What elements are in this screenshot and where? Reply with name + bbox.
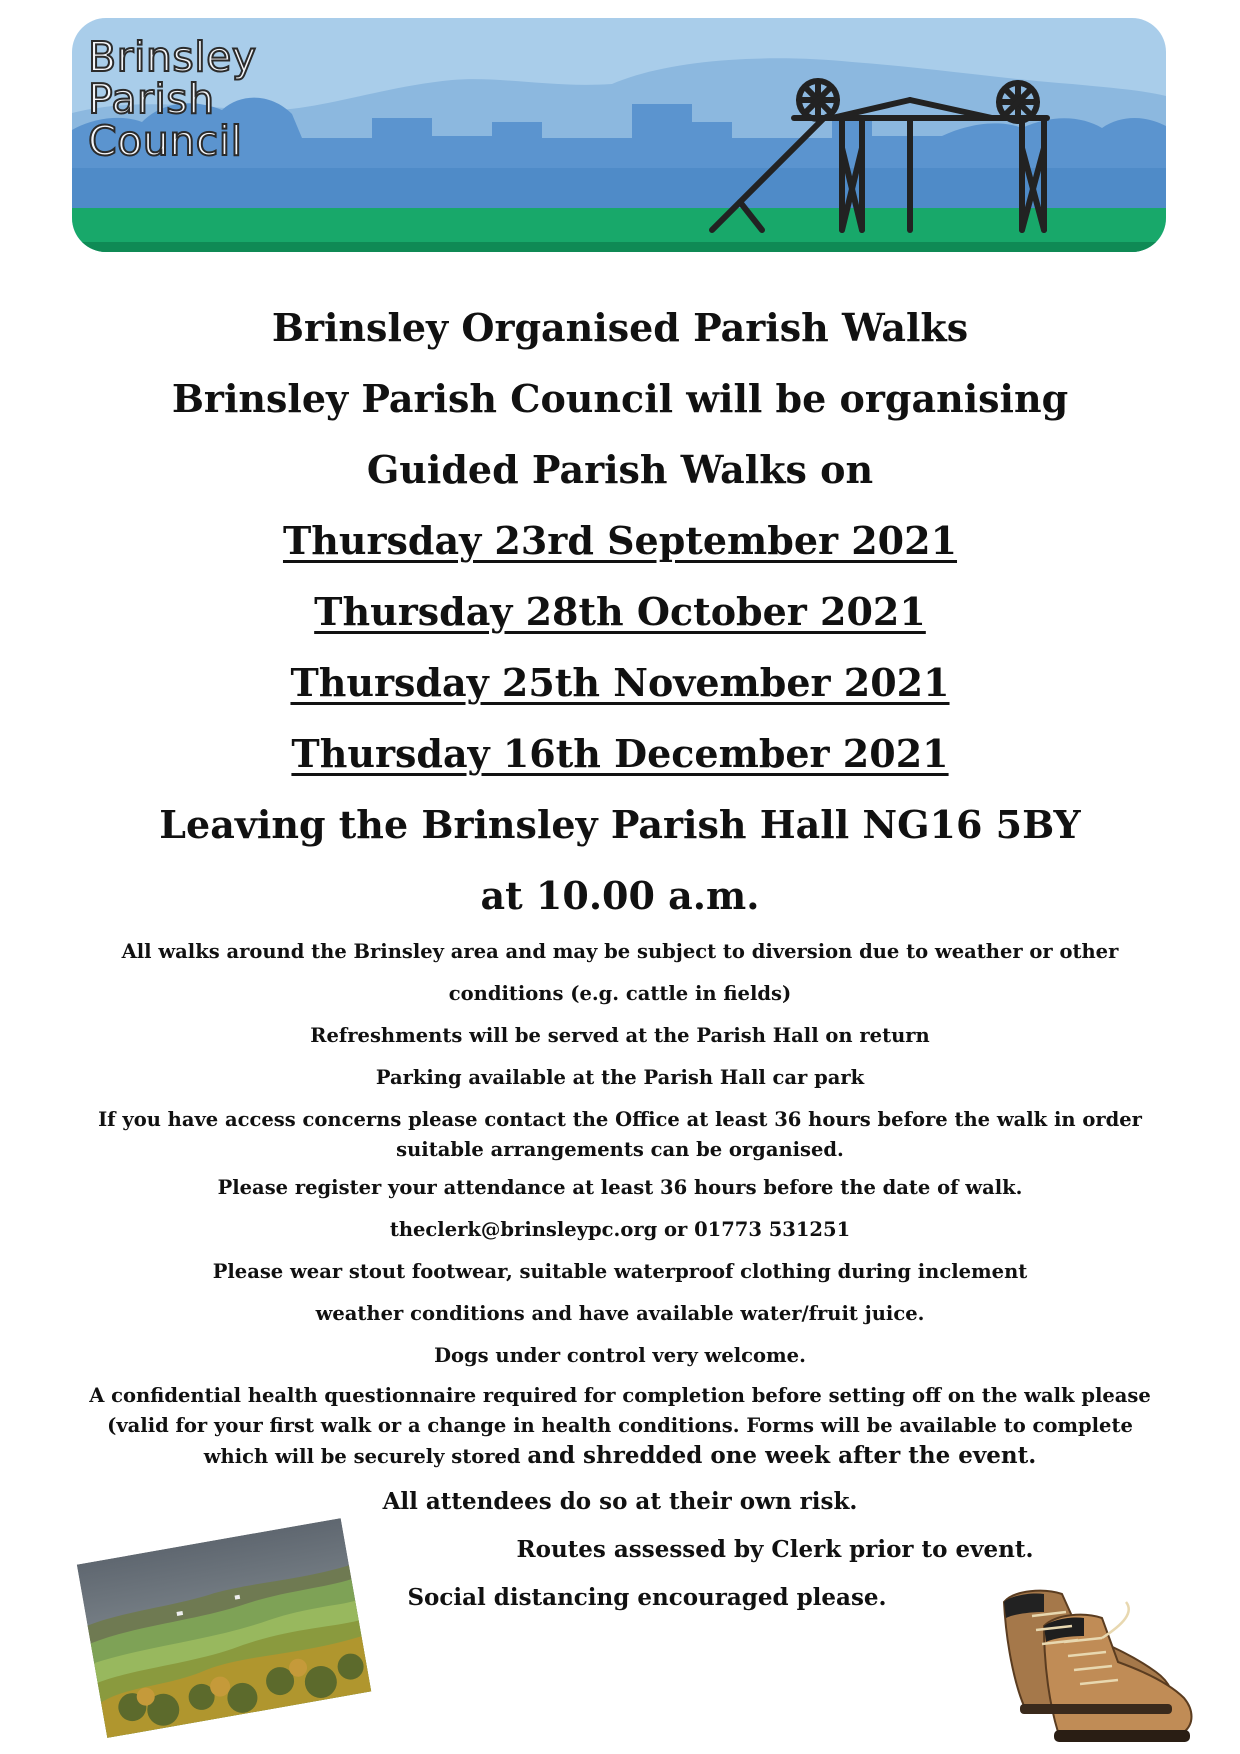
health-note-line-2: (valid for your first walk or a change in health conditions. Forms will be available to complete	[107, 1414, 1133, 1437]
logo-line-1: Brinsley	[88, 33, 257, 81]
poster-content	[0, 292, 1240, 1622]
routes-note: Routes assessed by Clerk prior to event.	[516, 1536, 1034, 1563]
departure-location: Leaving the Brinsley Parish Hall NG16 5BY	[159, 802, 1081, 847]
intro-line-1: Brinsley Parish Council will be organising	[171, 376, 1069, 421]
logo-line-3: Council	[88, 117, 243, 165]
walk-date: Thursday 23rd September 2021	[282, 518, 958, 563]
health-note-line-3	[0, 1441, 1240, 1472]
risk-note: All attendees do so at their own risk.	[382, 1488, 858, 1515]
departure-time: at 10.00 a.m.	[480, 873, 760, 918]
walk-date: Thursday 28th October 2021	[314, 589, 926, 634]
access-note-line-2: suitable arrangements can be organised.	[396, 1138, 844, 1161]
parking-note: Parking available at the Parish Hall car park	[375, 1066, 865, 1089]
contact-details: theclerk@brinsleypc.org or 01773 531251	[389, 1218, 851, 1241]
health-note-line-3a: which will be securely stored	[203, 1445, 528, 1468]
dogs-note: Dogs under control very welcome.	[434, 1344, 806, 1367]
poster-title: Brinsley Organised Parish Walks	[271, 305, 969, 350]
health-note-line-3b: and shredded one week after the event.	[527, 1442, 1037, 1469]
health-note-line-1: A confidential health questionnaire required for completion before setting off on the walk please	[89, 1384, 1151, 1407]
intro-line-2: Guided Parish Walks on	[366, 447, 874, 492]
distancing-note: Social distancing encouraged please.	[407, 1584, 887, 1611]
walk-date: Thursday 25th November 2021	[290, 660, 950, 705]
register-note: Please register your attendance at least 36 hours before the date of walk.	[217, 1176, 1023, 1199]
walks-note-line-1: All walks around the Brinsley area and may be subject to diversion due to weather or other	[121, 940, 1119, 963]
footwear-note-line-1: Please wear stout footwear, suitable waterproof clothing during inclement	[212, 1260, 1028, 1283]
refreshments-note: Refreshments will be served at the Parish Hall on return	[310, 1024, 930, 1047]
walk-date: Thursday 16th December 2021	[291, 731, 949, 776]
walking-boots-photo-icon	[984, 1572, 1196, 1748]
footwear-note-line-2: weather conditions and have available water/fruit juice.	[315, 1302, 925, 1325]
access-note-line-1: If you have access concerns please contact the Office at least 36 hours before the walk in order	[98, 1108, 1142, 1131]
parish-banner	[72, 18, 1166, 252]
parish-council-logo	[88, 33, 257, 165]
walks-note-line-2: conditions (e.g. cattle in fields)	[448, 982, 792, 1005]
logo-line-2: Parish	[88, 75, 215, 123]
